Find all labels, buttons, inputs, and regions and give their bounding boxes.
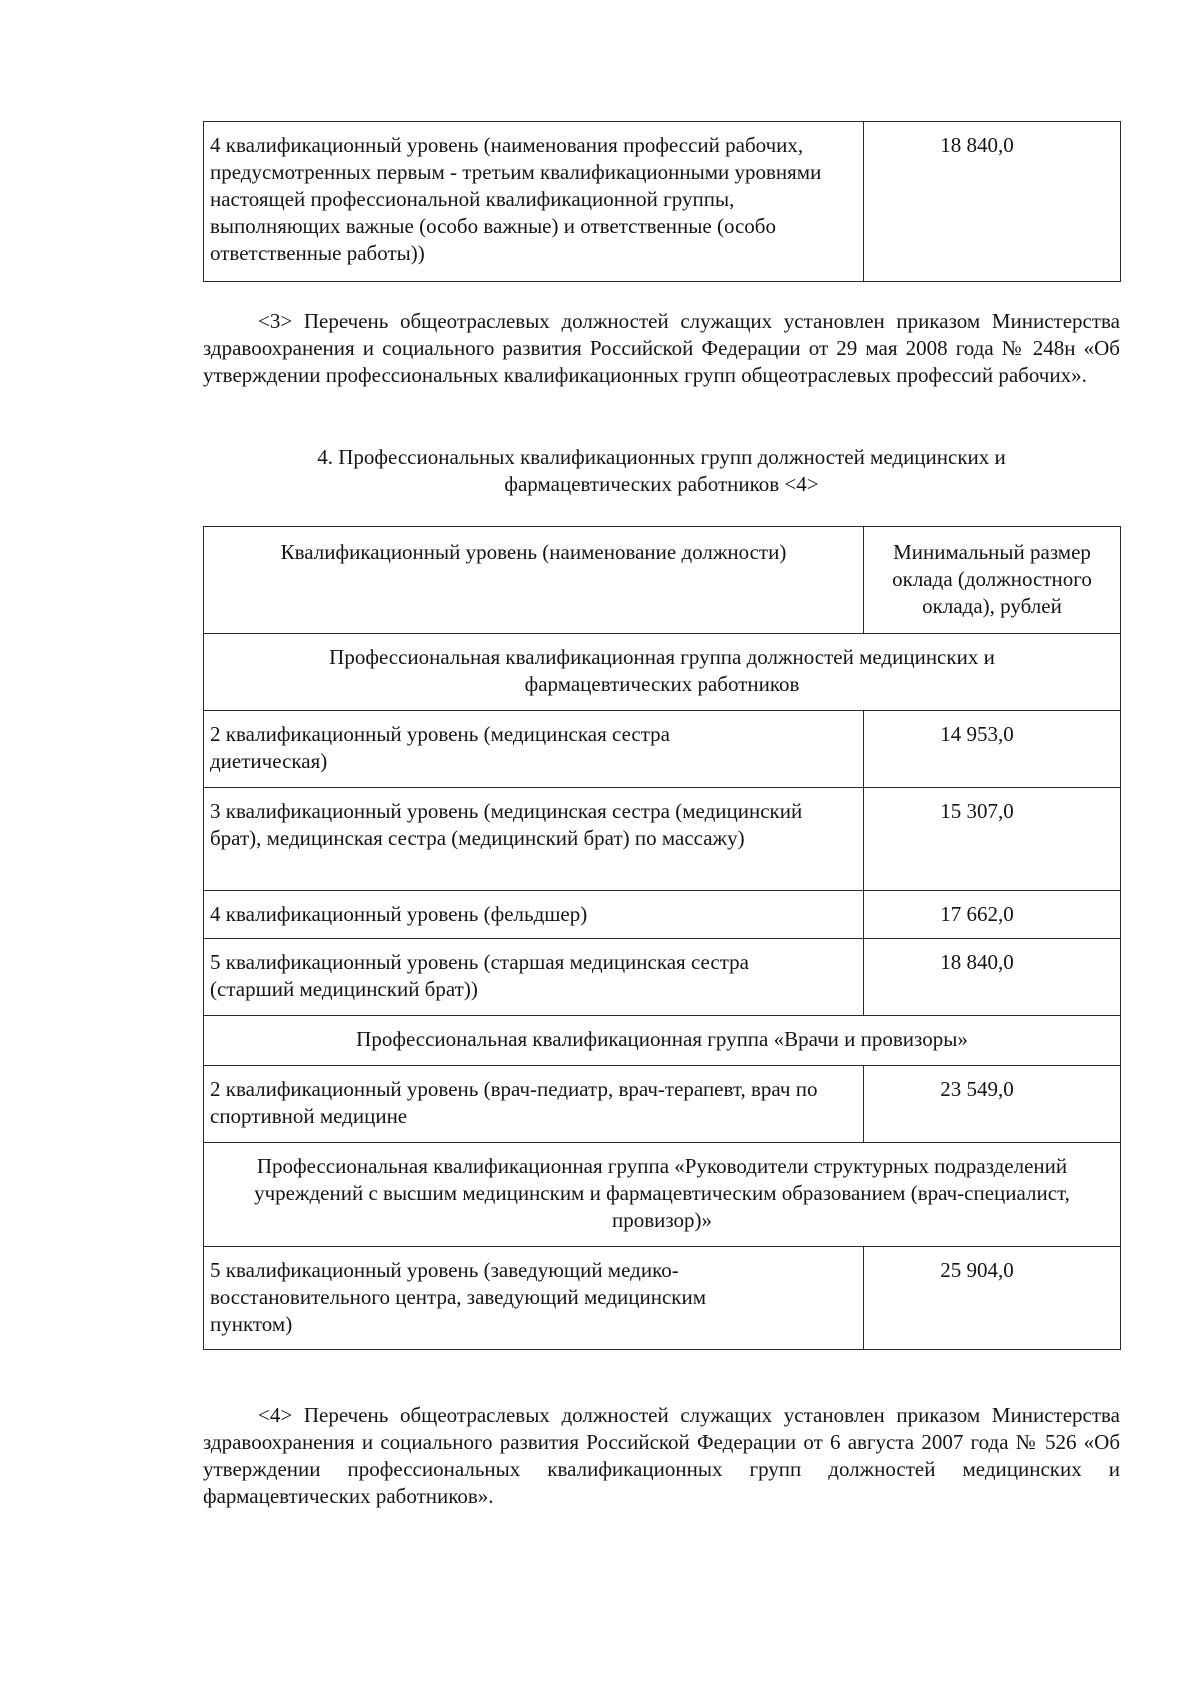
qualification-level-cell: 4 квалификационный уровень (наименования профессий рабочих, предусмотренных первым - третьим квалификационными уровнями настоящей профессиональной квалификационной группы, выполняющих важные (особо важные) и ответственные (особо ответственные работы)) bbox=[204, 122, 864, 282]
table-row bbox=[204, 1066, 1121, 1143]
section-title-line-1: 4. Профессиональных квалификационных групп должностей медицинских и bbox=[317, 445, 1006, 469]
qualification-level-cell: 5 квалификационный уровень (старшая медицинская сестра (старший медицинский брат)) bbox=[204, 939, 864, 1016]
qualification-level-cell: 2 квалификационный уровень (медицинская сестра диетическая) bbox=[204, 711, 864, 788]
table-header-row bbox=[204, 527, 1121, 634]
previous-group-table bbox=[203, 121, 1121, 282]
salary-cell: 23 549,0 bbox=[864, 1066, 1121, 1143]
salary-cell: 18 840,0 bbox=[864, 939, 1121, 1016]
medical-workers-salary-table bbox=[203, 526, 1121, 1350]
qualification-level-cell: 3 квалификационный уровень (медицинская сестра (медицинский брат), медицинская сестра (медицинский брат) по массажу) bbox=[204, 788, 864, 891]
qualification-level-cell: 2 квалификационный уровень (врач-педиатр, врач-терапевт, врач по спортивной медицине bbox=[204, 1066, 864, 1143]
salary-cell: 17 662,0 bbox=[864, 891, 1121, 939]
header-qualification-level: Квалификационный уровень (наименование должности) bbox=[204, 527, 864, 634]
salary-cell: 14 953,0 bbox=[864, 711, 1121, 788]
group-title-nursing: Профессиональная квалификационная группа должностей медицинских и фармацевтических работников bbox=[204, 634, 1121, 711]
table-row bbox=[204, 891, 1121, 939]
qualification-level-cell: 4 квалификационный уровень (фельдшер) bbox=[204, 891, 864, 939]
footnote-3 bbox=[203, 308, 1120, 389]
group-header-row bbox=[204, 1016, 1121, 1066]
footnote-4-text: <4> Перечень общеотраслевых должностей служащих установлен приказом Министерства здравоохранения и социального развития Российской Федерации от 6 августа 2007 года № 526 «Об утверждении профессиональных квалификационных групп должностей медицинских и фармацевтических работников». bbox=[203, 1403, 1120, 1508]
table-row bbox=[204, 1247, 1121, 1350]
salary-cell: 25 904,0 bbox=[864, 1247, 1121, 1350]
salary-cell: 15 307,0 bbox=[864, 788, 1121, 891]
section-title-line-2: фармацевтических работников <4> bbox=[504, 472, 819, 496]
footnote-4 bbox=[203, 1402, 1120, 1510]
section-title bbox=[203, 444, 1120, 498]
footnote-3-text: <3> Перечень общеотраслевых должностей служащих установлен приказом Министерства здравоохранения и социального развития Российской Федерации от 29 мая 2008 года № 248н «Об утверждении профессиональных квалификационных групп общеотраслевых профессий рабочих». bbox=[203, 309, 1120, 387]
group-header-row bbox=[204, 634, 1121, 711]
table-row bbox=[204, 939, 1121, 1016]
header-minimum-salary: Минимальный размер оклада (должностного оклада), рублей bbox=[864, 527, 1121, 634]
table-row bbox=[204, 122, 1121, 282]
table-row bbox=[204, 711, 1121, 788]
group-header-row bbox=[204, 1143, 1121, 1247]
table-row bbox=[204, 788, 1121, 891]
qualification-level-cell: 5 квалификационный уровень (заведующий медико-восстановительного центра, заведующий медицинским пунктом) bbox=[204, 1247, 864, 1350]
group-title-department-heads: Профессиональная квалификационная группа «Руководители структурных подразделений учреждений с высшим медицинским и фармацевтическим образованием (врач-специалист, провизор)» bbox=[204, 1143, 1121, 1247]
salary-cell: 18 840,0 bbox=[864, 122, 1121, 282]
group-title-doctors-pharmacists: Профессиональная квалификационная группа «Врачи и провизоры» bbox=[204, 1016, 1121, 1066]
